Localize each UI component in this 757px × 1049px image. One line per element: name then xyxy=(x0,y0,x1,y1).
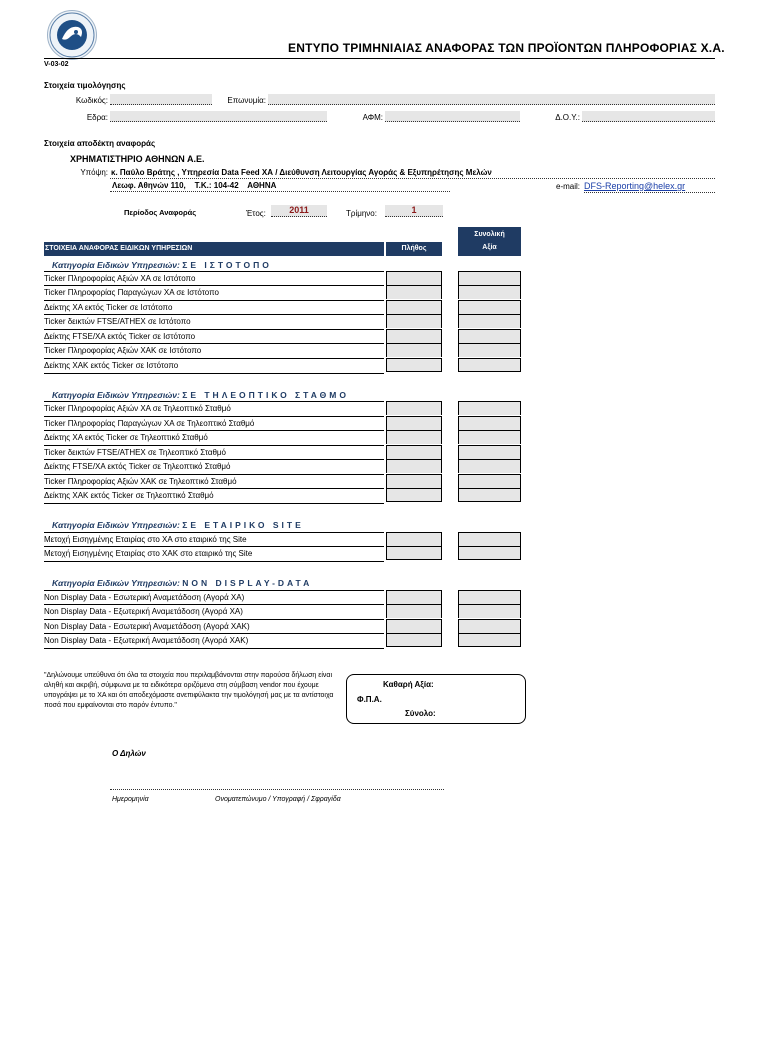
count-cell[interactable] xyxy=(386,459,442,473)
billing-heading: Στοιχεία τιμολόγησης xyxy=(44,81,126,90)
category-prefix: Κατηγορία Ειδικών Υπηρεσιών: xyxy=(52,520,180,530)
value-cell[interactable] xyxy=(458,633,521,647)
doy-field[interactable] xyxy=(582,111,715,122)
recipient-address: Λεωφ. Αθηνών 110, Τ.Κ.: 104-42 ΑΘΗΝΑ xyxy=(112,181,277,190)
count-cell[interactable] xyxy=(386,343,442,357)
doy-label: Δ.Ο.Υ.: xyxy=(555,113,580,122)
totals-box xyxy=(346,674,526,724)
count-cell[interactable] xyxy=(386,271,442,285)
service-name: Ticker Πληροφορίας Αξιών ΧΑΚ σε Τηλεοπτικό Σταθμό xyxy=(44,474,384,489)
name-signature-label: Ονοματεπώνυμο / Υπογραφή / Σφραγίδα xyxy=(215,796,341,803)
category-name: ΣΕ ΙΣΤΟΤΟΠΟ xyxy=(182,260,272,270)
email-link[interactable]: DFS-Reporting@helex.gr xyxy=(584,181,686,191)
count-cell[interactable] xyxy=(386,488,442,502)
service-name: Ticker Πληροφορίας Αξιών ΧΑΚ σε Ιστότοπο xyxy=(44,343,384,358)
date-label: Ημερομηνία xyxy=(112,796,149,803)
year-field[interactable]: 2011 xyxy=(271,205,327,217)
value-cell[interactable] xyxy=(458,358,521,372)
company-name-field[interactable] xyxy=(268,94,715,105)
net-value-label: Καθαρή Αξία: xyxy=(383,680,434,689)
count-cell[interactable] xyxy=(386,546,442,560)
count-cell[interactable] xyxy=(386,532,442,546)
category-prefix: Κατηγορία Ειδικών Υπηρεσιών: xyxy=(52,390,180,400)
service-name: Δείκτης ΧΑΚ εκτός Ticker σε Ιστότοπο xyxy=(44,358,384,374)
signer-label: Ο Δηλών xyxy=(112,749,146,758)
count-cell[interactable] xyxy=(386,285,442,299)
count-cell[interactable] xyxy=(386,474,442,488)
count-cell[interactable] xyxy=(386,604,442,618)
count-cell[interactable] xyxy=(386,300,442,314)
address-underline xyxy=(110,191,450,192)
count-cell[interactable] xyxy=(386,401,442,415)
service-name: Ticker Πληροφορίας Αξιών ΧΑ σε Ιστότοπο xyxy=(44,271,384,286)
recipient-heading: Στοιχεία αποδέκτη αναφοράς xyxy=(44,139,156,148)
value-cell[interactable] xyxy=(458,546,521,560)
category-corporate-heading xyxy=(52,520,304,530)
service-name: Non Display Data - Εξωτερική Αναμετάδοση (Αγορά ΧΑΚ) xyxy=(44,633,384,649)
category-tv-heading xyxy=(52,390,349,400)
value-cell[interactable] xyxy=(458,459,521,473)
value-cell[interactable] xyxy=(458,300,521,314)
category-website-heading xyxy=(52,260,272,270)
service-name: Δείκτης FTSE/ΧΑ εκτός Ticker σε Τηλεοπτικό Σταθμό xyxy=(44,459,384,474)
count-cell[interactable] xyxy=(386,329,442,343)
total-value-header-line2: Αξία xyxy=(482,244,497,251)
seat-field[interactable] xyxy=(110,111,327,122)
name-label: Επωνυμία: xyxy=(227,96,266,105)
seat-label: Εδρα: xyxy=(86,113,108,122)
value-cell[interactable] xyxy=(458,445,521,459)
category-name: NON DISPLAY-DATA xyxy=(182,578,313,588)
count-cell[interactable] xyxy=(386,633,442,647)
service-name: Ticker δεικτών FTSE/ATHEX σε Τηλεοπτικό Σταθμό xyxy=(44,445,384,460)
value-cell[interactable] xyxy=(458,604,521,618)
count-cell[interactable] xyxy=(386,416,442,430)
code-label: Κωδικός: xyxy=(75,96,108,105)
count-cell[interactable] xyxy=(386,430,442,444)
value-cell[interactable] xyxy=(458,532,521,546)
category-nondisplay-heading xyxy=(52,578,312,588)
service-name: Δείκτης ΧΑ εκτός Ticker σε Τηλεοπτικό Σταθμό xyxy=(44,430,384,445)
helex-logo xyxy=(47,10,97,60)
value-cell[interactable] xyxy=(458,329,521,343)
year-label: Έτος: xyxy=(246,209,266,218)
total-label: Σύνολο: xyxy=(405,709,436,718)
quarter-field[interactable]: 1 xyxy=(385,205,443,217)
total-value-header-line1: Συνολική xyxy=(474,231,505,238)
value-cell[interactable] xyxy=(458,474,521,488)
value-cell[interactable] xyxy=(458,343,521,357)
service-name: Δείκτης FTSE/ΧΑ εκτός Ticker σε Ιστότοπο xyxy=(44,329,384,344)
declaration-text: "Δηλώνουμε υπεύθυνα ότι όλα τα στοιχεία που περιλαμβάνονται στην παρούσα δήλωση είναι αληθή και ακριβή, σύμφωνα με τα ειδικότερα οριζόμενα στη σύμβαση vendor που έχουμε υπογράψει με το ΧΑ και ότι αποδεχόμαστε ανεπιφύλακτα την τιμολόγησή μας με τα αντίστοιχα ποσά που εμφαίνονται στο παρόν έντυπο." xyxy=(44,672,334,709)
service-name: Δείκτης ΧΑ εκτός Ticker σε Ιστότοπο xyxy=(44,300,384,315)
form-title: ΕΝΤΥΠΟ ΤΡΙΜΗΝΙΑΙΑΣ ΑΝΑΦΟΡΑΣ ΤΩΝ ΠΡΟΪΟΝΤΩΝ ΠΛΗΡΟΦΟΡΙΑΣ Χ.Α. xyxy=(288,41,725,55)
count-cell[interactable] xyxy=(386,358,442,372)
value-cell[interactable] xyxy=(458,401,521,415)
table-header xyxy=(44,242,384,256)
vat-label: Φ.Π.Α. xyxy=(357,695,382,704)
email-label: e-mail: xyxy=(556,182,581,191)
afm-field[interactable] xyxy=(385,111,520,122)
service-name: Ticker Πληροφορίας Αξιών ΧΑ σε Τηλεοπτικό Σταθμό xyxy=(44,401,384,416)
afm-label: ΑΦΜ: xyxy=(362,113,383,122)
attn-underline xyxy=(110,178,715,179)
count-cell[interactable] xyxy=(386,590,442,604)
category-prefix: Κατηγορία Ειδικών Υπηρεσιών: xyxy=(52,260,180,270)
value-cell[interactable] xyxy=(458,416,521,430)
table-header-label: ΣΤΟΙΧΕΙΑ ΑΝΑΦΟΡΑΣ ΕΙΔΙΚΩΝ ΥΠΗΡΕΣΙΩΝ xyxy=(45,245,193,252)
recipient-company: ΧΡΗΜΑΤΙΣΤΗΡΙΟ ΑΘΗΝΩΝ Α.Ε. xyxy=(70,154,205,164)
service-name: Non Display Data - Εσωτερική Αναμετάδοση (Αγορά ΧΑΚ) xyxy=(44,619,384,634)
value-cell[interactable] xyxy=(458,271,521,285)
category-name: ΣΕ ΕΤΑΙΡΙΚΟ SITE xyxy=(182,520,304,530)
service-name: Non Display Data - Εσωτερική Αναμετάδοση (Αγορά ΧΑ) xyxy=(44,590,384,605)
form-version: V-03-02 xyxy=(44,61,69,68)
service-name: Ticker δεικτών FTSE/ATHEX σε Ιστότοπο xyxy=(44,314,384,329)
attn-value: κ. Παύλο Βράτης , Υπηρεσία Data Feed ΧΑ / Διεύθυνση Λειτουργίας Αγοράς & Εξυπηρέτησης Μελών xyxy=(111,168,492,177)
quarter-label: Τρίμηνο: xyxy=(346,209,377,218)
service-name: Ticker Πληροφορίας Παραγώγων ΧΑ σε Τηλεοπτικό Σταθμό xyxy=(44,416,384,431)
value-cell[interactable] xyxy=(458,488,521,502)
count-cell[interactable] xyxy=(386,619,442,633)
title-divider xyxy=(44,58,715,59)
count-column-header: Πλήθος xyxy=(386,242,442,256)
value-cell[interactable] xyxy=(458,314,521,328)
attn-label: Υπόψη: xyxy=(80,168,108,177)
signature-line xyxy=(110,789,444,790)
service-name: Δείκτης ΧΑΚ εκτός Ticker σε Τηλεοπτικό Σταθμό xyxy=(44,488,384,504)
value-cell[interactable] xyxy=(458,590,521,604)
category-prefix: Κατηγορία Ειδικών Υπηρεσιών: xyxy=(52,578,180,588)
category-name: ΣΕ ΤΗΛΕΟΠΤΙΚΟ ΣΤΑΘΜΟ xyxy=(182,390,349,400)
service-name: Non Display Data - Εξωτερική Αναμετάδοση (Αγορά ΧΑ) xyxy=(44,604,384,619)
service-name: Ticker Πληροφορίας Παραγώγων ΧΑ σε Ιστότοπο xyxy=(44,285,384,300)
value-cell[interactable] xyxy=(458,285,521,299)
total-value-column-header xyxy=(458,227,521,256)
service-name: Μετοχή Εισηγμένης Εταιρίας στο ΧΑΚ στο εταιρικό της Site xyxy=(44,546,384,562)
value-cell[interactable] xyxy=(458,619,521,633)
count-cell[interactable] xyxy=(386,314,442,328)
service-name: Μετοχή Εισηγμένης Εταιρίας στο ΧΑ στο εταιρικό της Site xyxy=(44,532,384,547)
code-field[interactable] xyxy=(110,94,212,105)
period-label: Περίοδος Αναφοράς xyxy=(124,208,197,217)
email-underline xyxy=(584,192,715,193)
value-cell[interactable] xyxy=(458,430,521,444)
count-cell[interactable] xyxy=(386,445,442,459)
